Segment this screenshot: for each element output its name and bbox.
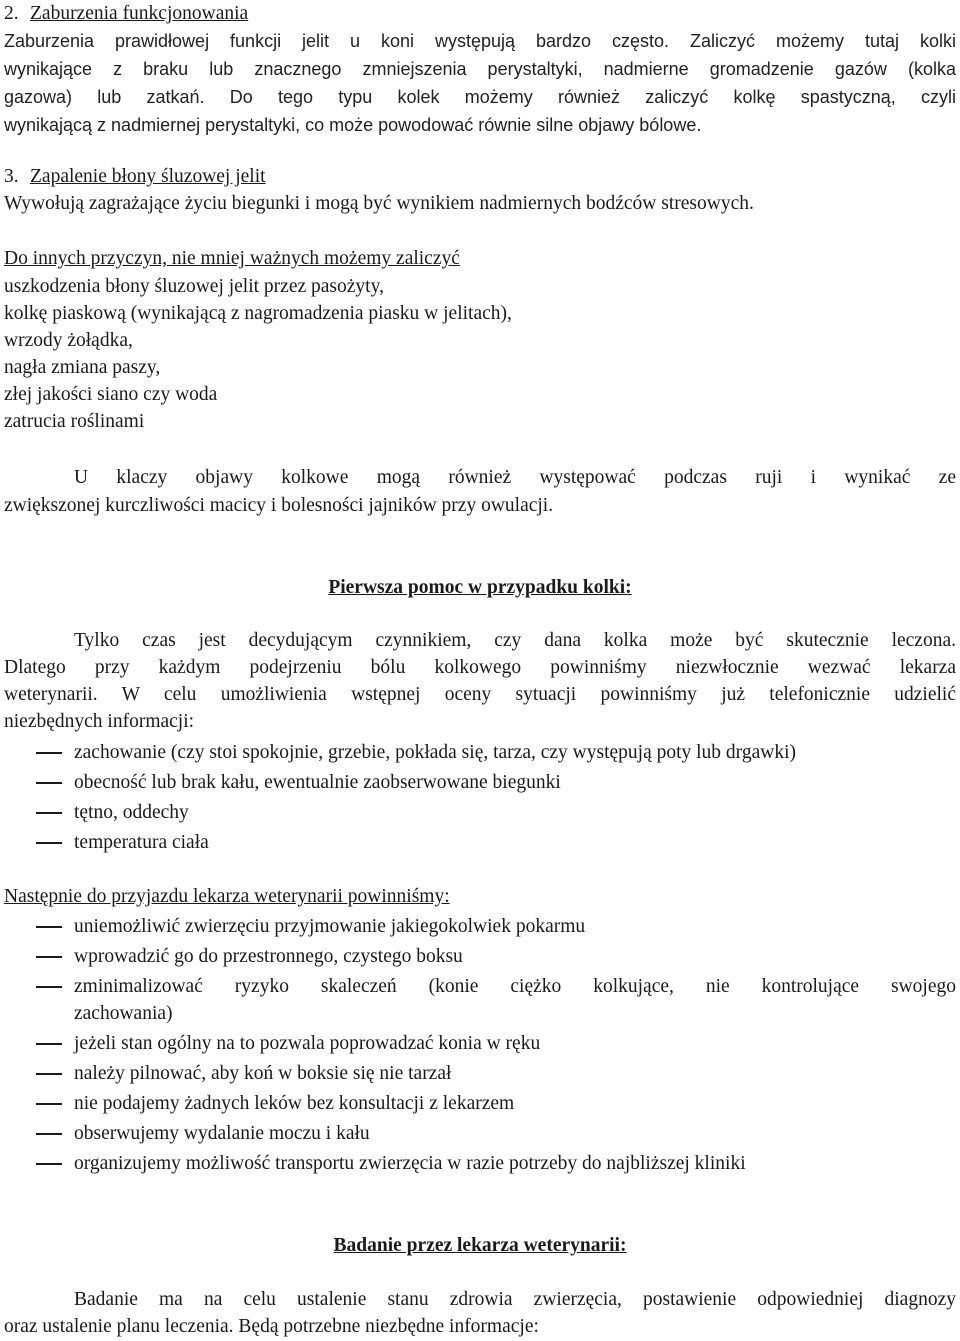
dash-bullet <box>36 986 62 988</box>
exam-line-2: oraz ustalenie planu leczenia. Będą potrzebne niezbędne informacje: <box>4 1316 539 1337</box>
until-vet-bullet: jeżeli stan ogólny na to pozwala poprowadzać konia w ręku <box>74 1033 541 1054</box>
dash-bullet <box>36 1103 62 1105</box>
dash-bullet <box>36 1043 62 1045</box>
section-3-number: 3. <box>4 166 19 187</box>
first-aid-bullet: obecność lub brak kału, ewentualnie zaobserwowane biegunki <box>74 772 561 793</box>
section-2-title: Zaburzenia funkcjonowania <box>30 3 249 24</box>
cause-item: wrzody żołądka, <box>4 330 133 351</box>
first-aid-line-4: niezbędnych informacji: <box>4 711 195 732</box>
cause-item: złej jakości siano czy woda <box>4 384 218 405</box>
until-vet-bullet: wprowadzić go do przestronnego, czystego boksu <box>74 946 463 967</box>
section-3-text: Wywołują zagrażające życiu biegunki i mogą być wynikiem nadmiernych bodźców stresowych. <box>4 193 754 214</box>
dash-bullet <box>36 782 62 784</box>
until-vet-bullet: nie podajemy żadnych leków bez konsultacji z lekarzem <box>74 1093 515 1114</box>
cause-item: nagła zmiana paszy, <box>4 357 161 378</box>
dash-bullet <box>36 752 62 754</box>
until-vet-heading: Następnie do przyjazdu lekarza weterynarii powinniśmy: <box>4 886 450 907</box>
until-vet-bullet: należy pilnować, aby koń w boksie się nie tarzał <box>74 1063 452 1084</box>
until-vet-bullet-continuation: zachowania) <box>74 1003 173 1024</box>
first-aid-bullet: zachowanie (czy stoi spokojnie, grzebie, pokłada się, tarza, czy występują poty lub drgawki) <box>74 742 796 763</box>
first-aid-line-2: Dlatego przy każdym podejrzeniu bólu kolkowego powinniśmy niezwłocznie wezwać lekarza <box>4 657 956 678</box>
section-2-line-2: wynikające z braku lub znacznego zmniejszenia perystaltyki, nadmierne gromadzenie gazów (kolka <box>4 59 956 79</box>
mares-line-2: zwiększonej kurczliwości macicy i bolesności jajników przy owulacji. <box>4 495 554 516</box>
first-aid-bullet: tętno, oddechy <box>74 802 189 823</box>
dash-bullet <box>36 812 62 814</box>
dash-bullet <box>36 1163 62 1165</box>
section-3-heading <box>4 163 266 190</box>
section-2-line-4: wynikającą z nadmiernej perystaltyki, co może powodować równie silne objawy bólowe. <box>4 115 702 135</box>
dash-bullet <box>36 1073 62 1075</box>
dash-bullet <box>36 926 62 928</box>
until-vet-bullet: obserwujemy wydalanie moczu i kału <box>74 1123 370 1144</box>
dash-bullet <box>36 842 62 844</box>
until-vet-bullet: zminimalizować ryzyko skaleczeń (konie ciężko kolkujące, nie kontrolujące swojego <box>74 976 956 997</box>
other-causes-heading: Do innych przyczyn, nie mniej ważnych możemy zaliczyć <box>4 248 460 269</box>
dash-bullet <box>36 1133 62 1135</box>
exam-title: Badanie przez lekarza weterynarii: <box>333 1235 627 1256</box>
mares-line-1: U klaczy objawy kolkowe mogą również występować podczas ruji i wynikać ze <box>74 467 956 488</box>
section-2-heading <box>4 0 248 27</box>
section-2-number: 2. <box>4 3 19 24</box>
cause-item: kolkę piaskową (wynikającą z nagromadzenia piasku w jelitach), <box>4 303 512 324</box>
exam-line-1: Badanie ma na celu ustalenie stanu zdrowia zwierzęcia, postawienie odpowiedniej diagnozy <box>74 1289 956 1310</box>
first-aid-line-1: Tylko czas jest decydującym czynnikiem, czy dana kolka może być skutecznie leczona. <box>74 630 956 651</box>
section-2-line-1: Zaburzenia prawidłowej funkcji jelit u koni występują bardzo często. Zaliczyć możemy tutaj kolki <box>4 31 956 51</box>
section-3-title: Zapalenie błony śluzowej jelit <box>30 166 266 187</box>
section-2-line-3: gazowa) lub zatkań. Do tego typu kolek możemy również zaliczyć kolkę spastyczną, czyli <box>4 87 956 107</box>
until-vet-bullet: organizujemy możliwość transportu zwierzęcia w razie potrzeby do najbliższej kliniki <box>74 1153 746 1174</box>
until-vet-bullet: uniemożliwić zwierzęciu przyjmowanie jakiegokolwiek pokarmu <box>74 916 586 937</box>
cause-item: zatrucia roślinami <box>4 411 145 432</box>
first-aid-line-3: weterynarii. W celu umożliwienia wstępnej oceny sytuacji powinniśmy już telefonicznie udzielić <box>4 684 956 705</box>
cause-item: uszkodzenia błony śluzowej jelit przez pasożyty, <box>4 276 384 297</box>
first-aid-bullet: temperatura ciała <box>74 832 209 853</box>
first-aid-title: Pierwsza pomoc w przypadku kolki: <box>328 577 632 598</box>
dash-bullet <box>36 956 62 958</box>
